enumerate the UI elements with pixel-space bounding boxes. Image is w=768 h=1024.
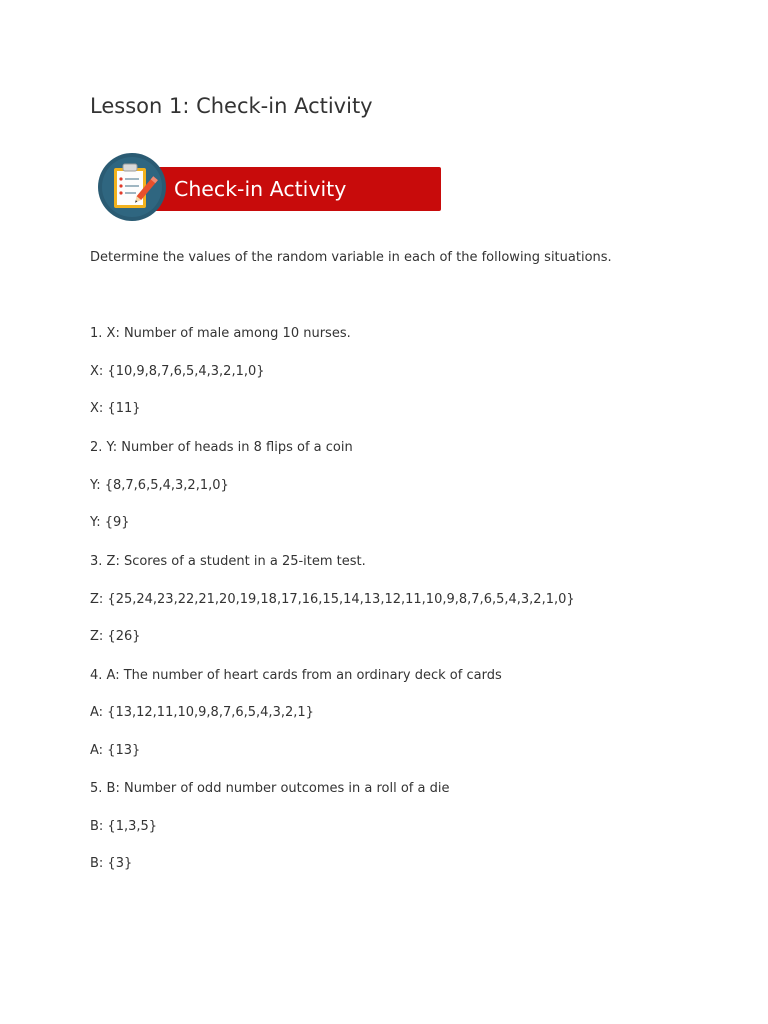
clipboard-checklist-icon [97,152,167,222]
count-2: Y: {9} [90,515,130,530]
question-2: 2. Y: Number of heads in 8 flips of a coin [90,440,353,455]
question-5: 5. B: Number of odd number outcomes in a roll of a die [90,781,450,796]
banner-label: Check-in Activity [174,177,347,201]
values-2: Y: {8,7,6,5,4,3,2,1,0} [90,478,229,493]
values-4: A: {13,12,11,10,9,8,7,6,5,4,3,2,1} [90,705,314,720]
question-1: 1. X: Number of male among 10 nurses. [90,326,351,341]
values-5: B: {1,3,5} [90,819,158,834]
intro-text: Determine the values of the random variable in each of the following situations. [90,250,612,265]
page-title: Lesson 1: Check-in Activity [90,94,373,118]
values-1: X: {10,9,8,7,6,5,4,3,2,1,0} [90,364,265,379]
question-3: 3. Z: Scores of a student in a 25-item test. [90,554,366,569]
question-4: 4. A: The number of heart cards from an ordinary deck of cards [90,668,502,683]
check-in-banner [97,152,443,222]
count-1: X: {11} [90,401,141,416]
count-5: B: {3} [90,856,133,871]
values-3: Z: {25,24,23,22,21,20,19,18,17,16,15,14,13,12,11,10,9,8,7,6,5,4,3,2,1,0} [90,592,575,607]
count-3: Z: {26} [90,629,141,644]
count-4: A: {13} [90,743,141,758]
